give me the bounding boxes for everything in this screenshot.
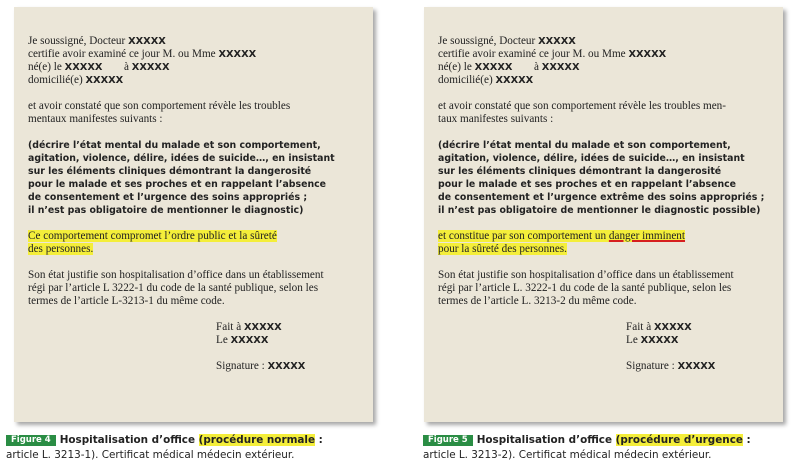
place-line: Fait à XXXXX — [626, 321, 692, 333]
clinical-line: agitation, violence, délire, idées de suicide…, en insistant — [438, 153, 745, 164]
public-order-line-2: des personnes. — [28, 243, 94, 255]
caption-line-2: article L. 3213-2). Certificat médical médecin extérieur. — [423, 449, 712, 461]
caption-title: Hospitalisation d’office — [59, 434, 199, 446]
clinical-line: sur les éléments cliniques démontrant la dangerosité — [438, 166, 722, 177]
justify-line: Son état justifie son hospitalisation d’office dans un établissement — [28, 269, 324, 281]
certificate-body — [438, 35, 774, 373]
justify-line: termes de l’article L. 3213-2 du même code. — [438, 295, 637, 307]
clinical-line: (décrire l’état mental du malade et son comportement, — [438, 140, 731, 151]
figure-4-caption: Figure 4 Hospitalisation d’office (procédure normale : article L. 3213-1). Certificat médical médecin extérieur. — [6, 433, 378, 463]
justify-line: termes de l’article L-3213-1 du même code. — [28, 295, 225, 307]
certificate-emergency-procedure — [424, 7, 783, 422]
clinical-line: de consentement et l’urgence extrême des soins appropriés ; — [438, 192, 765, 203]
clinical-line: de consentement et l’urgence des soins appropriés ; — [28, 192, 308, 203]
imminent-danger-line-1: et constitue par son comportement un danger imminent — [438, 230, 686, 242]
clinical-line: agitation, violence, délire, idées de suicide…, en insistant — [28, 153, 335, 164]
clinical-line: (décrire l’état mental du malade et son comportement, — [28, 140, 321, 151]
public-order-line-1: Ce comportement compromet l’ordre public et la sûreté — [28, 230, 277, 242]
justify-line: Son état justifie son hospitalisation d’office dans un établissement — [438, 269, 734, 281]
justify-line: régi par l’article L. 3222-1 du code de la santé publique, selon les — [438, 282, 732, 294]
domicile-line: domicilié(e) XXXXX — [28, 74, 124, 86]
observed-line-2: taux manifestes suivants : — [438, 113, 554, 125]
birth-line: né(e) le XXXXX à XXXXX — [438, 61, 580, 73]
certificate-body — [28, 35, 364, 373]
examined-line: certifie avoir examiné ce jour M. ou Mme XXXXX — [438, 48, 667, 60]
caption-highlight: (procédure d’urgence — [615, 434, 743, 446]
clinical-line: pour le malade et ses proches et en rappelant l’absence — [28, 179, 327, 190]
birth-line: né(e) le XXXXX à XXXXX — [28, 61, 170, 73]
certificate-normal-procedure — [14, 7, 373, 422]
place-line: Fait à XXXXX — [216, 321, 282, 333]
domicile-line: domicilié(e) XXXXX — [438, 74, 534, 86]
observed-line-2: mentaux manifestes suivants : — [28, 113, 163, 125]
doctor-line: Je soussigné, Docteur XXXXX — [28, 35, 166, 47]
clinical-line: pour le malade et ses proches et en rappelant l’absence — [438, 179, 737, 190]
figure-badge: Figure 5 — [423, 435, 473, 446]
caption-title: Hospitalisation d’office — [476, 434, 616, 446]
clinical-line: sur les éléments cliniques démontrant la dangerosité — [28, 166, 312, 177]
clinical-line: il n’est pas obligatoire de mentionner le diagnostic) — [28, 205, 304, 216]
caption-highlight: (procédure normale — [198, 434, 316, 446]
date-line: Le XXXXX — [216, 334, 269, 346]
signature-line: Signature : XXXXX — [626, 360, 716, 372]
signature-line: Signature : XXXXX — [216, 360, 306, 372]
doctor-line: Je soussigné, Docteur XXXXX — [438, 35, 576, 47]
figure-badge: Figure 4 — [6, 435, 56, 446]
date-line: Le XXXXX — [626, 334, 679, 346]
caption-line-2: article L. 3213-1). Certificat médical médecin extérieur. — [6, 449, 295, 461]
observed-line-1: et avoir constaté que son comportement révèle les troubles — [28, 100, 291, 112]
figure-5-caption: Figure 5 Hospitalisation d’office (procédure d’urgence : article L. 3213-2). Certificat médical médecin extérieur. — [423, 433, 795, 463]
justify-line: régi par l’article L 3222-1 du code de la santé publique, selon les — [28, 282, 319, 294]
examined-line: certifie avoir examiné ce jour M. ou Mme XXXXX — [28, 48, 257, 60]
imminent-danger-phrase: danger imminent — [608, 230, 686, 242]
observed-line-1: et avoir constaté que son comportement révèle les troubles men- — [438, 100, 726, 112]
imminent-danger-line-2: pour la sûreté des personnes. — [438, 243, 567, 255]
clinical-line: il n’est pas obligatoire de mentionner le diagnostic possible) — [438, 205, 761, 216]
